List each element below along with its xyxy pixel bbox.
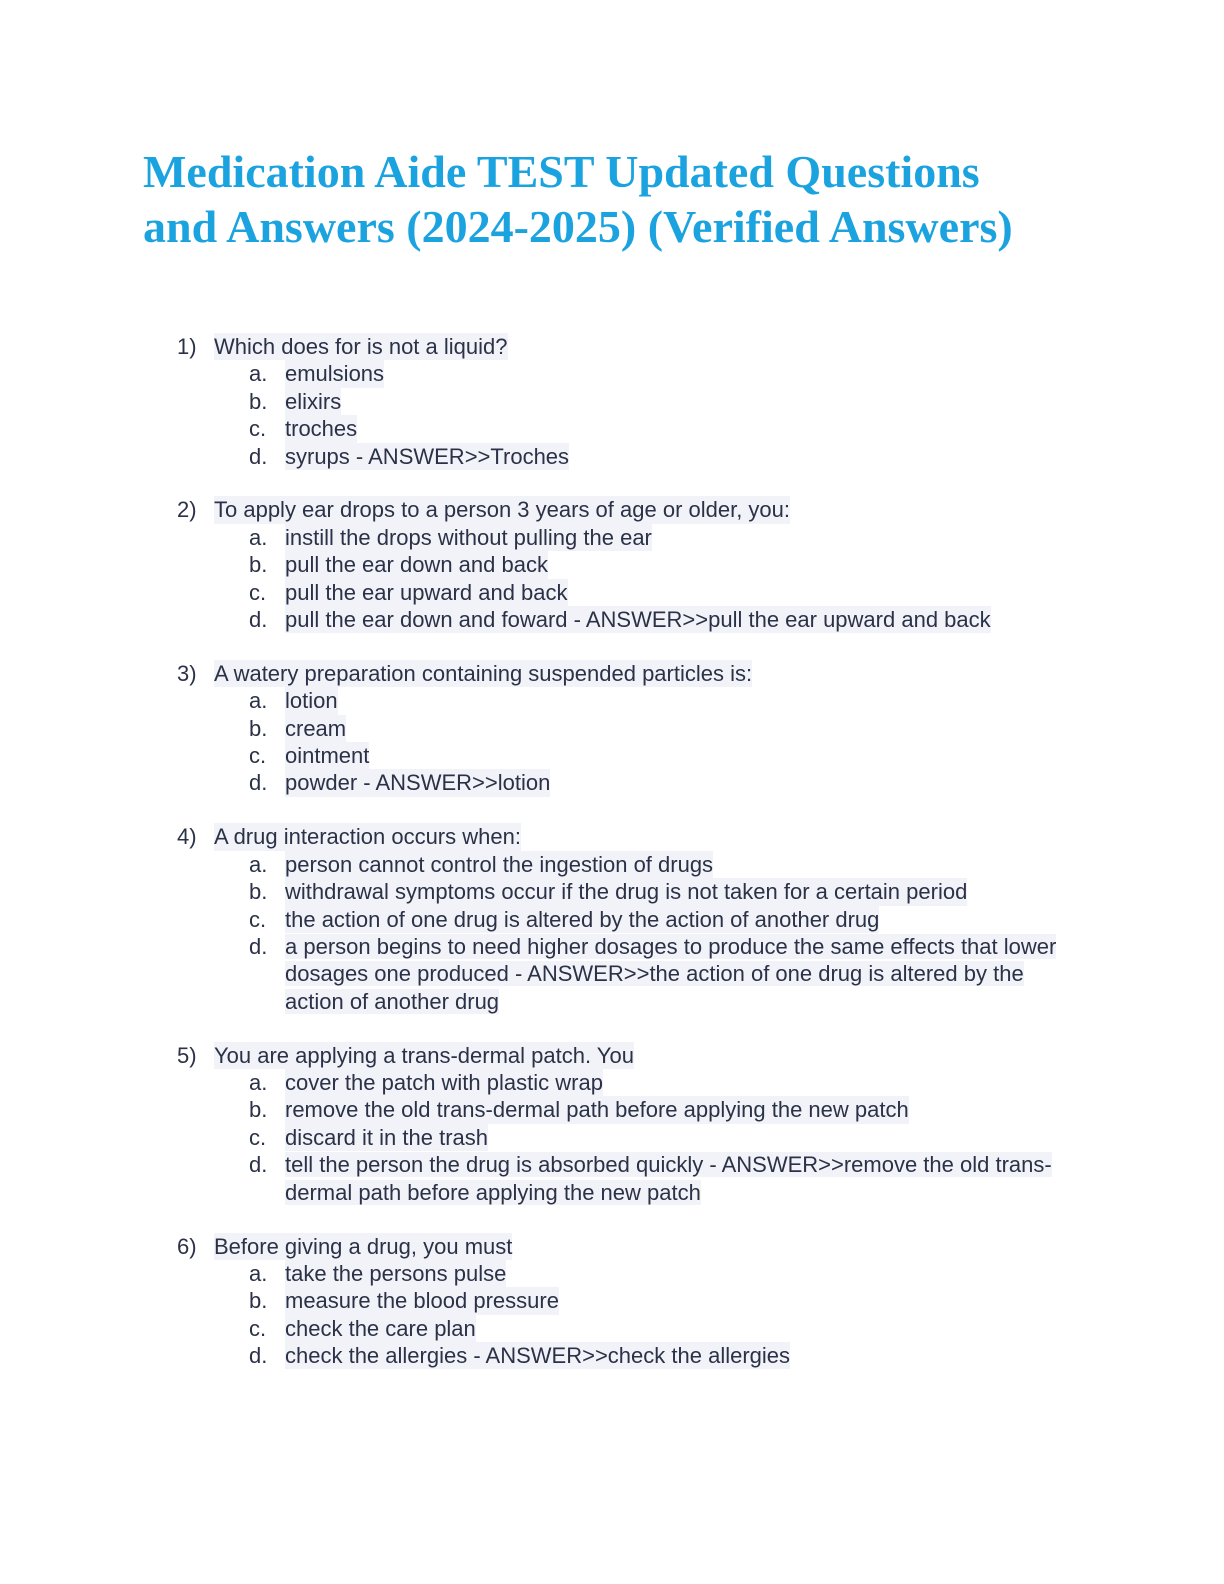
option-text: lotion [285,688,338,714]
option-letter: c. [249,906,267,932]
option-letter: a. [249,524,268,550]
option-text: instill the drops without pulling the ear [285,524,652,550]
option-text: pull the ear upward and back [285,579,568,605]
option-text: take the persons pulse [285,1260,507,1286]
document-title [143,144,1143,254]
question-text: A drug interaction occurs when: [214,824,521,850]
answer-option [0,360,1224,387]
option-text: troches [285,416,358,442]
question-text: You are applying a trans-dermal patch. You [214,1042,634,1068]
option-letter: b. [249,715,268,741]
answer-option [0,1315,1224,1342]
option-letter: d. [249,770,268,796]
question-text: A watery preparation containing suspended particles is: [214,660,753,686]
option-text-with-answer: a person begins to need higher dosages to produce the same effects that lower dosages one produced - ANSWER>>the action of one drug is altered by the action of another drug [285,933,1057,1014]
option-letter: b. [249,1097,268,1123]
answer-option [0,742,1224,769]
option-text: elixirs [285,388,342,414]
answer-option [0,388,1224,415]
answer-option [0,443,1224,470]
question-number: 2) [177,497,197,523]
option-letter: d. [249,1343,268,1369]
answer-option [0,1069,1224,1096]
question-item [0,660,1224,797]
option-letter: b. [249,552,268,578]
answer-option [0,715,1224,742]
question-item [0,1042,1224,1206]
option-letter: a. [249,688,268,714]
answer-option [0,1260,1224,1287]
option-letter: d. [249,607,268,633]
option-text: check the care plan [285,1315,476,1341]
answer-option [0,579,1224,606]
option-text-with-answer: powder - ANSWER>>lotion [285,770,551,796]
question-number: 5) [177,1042,197,1068]
option-text: remove the old trans-dermal path before applying the new patch [285,1097,909,1123]
question-text: To apply ear drops to a person 3 years of age or older, you: [214,497,791,523]
option-letter: b. [249,388,268,414]
answer-option [0,1342,1224,1369]
option-letter: c. [249,1315,267,1341]
option-letter: a. [249,1070,268,1096]
answer-option [0,878,1224,905]
option-letter: d. [249,1152,268,1178]
option-letter: b. [249,1288,268,1314]
option-letter: c. [249,416,267,442]
option-letter: c. [249,743,267,769]
question-number: 6) [177,1233,197,1259]
option-text: the action of one drug is altered by the action of another drug [285,906,880,932]
answer-option [0,415,1224,442]
option-text: pull the ear down and back [285,552,548,578]
answer-option [0,769,1224,796]
answer-option [0,687,1224,714]
question-text: Before giving a drug, you must [214,1233,513,1259]
question-item [0,823,1224,1015]
answer-option [0,851,1224,878]
answer-option [0,1287,1224,1314]
question-number: 4) [177,824,197,850]
question-item [0,333,1224,470]
option-letter: d. [249,933,268,959]
document-title-line-1: Medication Aide TEST Updated Questions [143,146,980,197]
option-text: cream [285,715,347,741]
answer-option [0,551,1224,578]
option-text: measure the blood pressure [285,1288,559,1314]
option-letter: a. [249,851,268,877]
option-letter: a. [249,1260,268,1286]
option-text-with-answer: tell the person the drug is absorbed quickly - ANSWER>>remove the old trans-dermal path before applying the new patch [285,1152,1052,1205]
answer-option [0,606,1224,633]
question-number: 3) [177,660,197,686]
option-letter: c. [249,579,267,605]
option-letter: b. [249,879,268,905]
option-text: withdrawal symptoms occur if the drug is not taken for a certain period [285,879,968,905]
option-text-with-answer: pull the ear down and foward - ANSWER>>pull the ear upward and back [285,607,991,633]
question-list [0,333,1224,1396]
answer-option [0,906,1224,933]
option-text-with-answer: syrups - ANSWER>>Troches [285,443,570,469]
option-letter: c. [249,1124,267,1150]
answer-option [0,524,1224,551]
option-text: cover the patch with plastic wrap [285,1070,603,1096]
document-title-line-2: and Answers (2024-2025) (Verified Answers) [143,201,1013,252]
question-number: 1) [177,334,197,359]
answer-option [0,933,1224,1015]
option-text: person cannot control the ingestion of drugs [285,851,714,877]
option-text: discard it in the trash [285,1124,488,1150]
option-text-with-answer: check the allergies - ANSWER>>check the allergies [285,1343,791,1369]
option-letter: d. [249,443,268,469]
answer-option [0,1096,1224,1123]
question-item [0,1233,1224,1370]
question-item [0,496,1224,633]
option-text: ointment [285,743,370,769]
option-text: emulsions [285,361,385,387]
answer-option [0,1151,1224,1206]
option-letter: a. [249,361,268,387]
question-text: Which does for is not a liquid? [214,334,508,359]
answer-option [0,1124,1224,1151]
